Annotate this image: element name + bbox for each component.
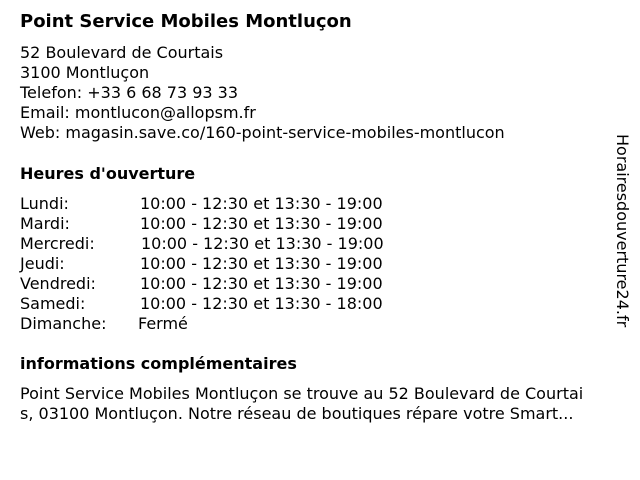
- day-label: Mardi:: [20, 214, 70, 233]
- day-hours: 10:00 - 12:30 et 13:30 - 19:00: [140, 194, 383, 213]
- site-watermark-text: Horairesdouverture24.fr: [613, 134, 632, 328]
- day-hours: 10:00 - 12:30 et 13:30 - 19:00: [140, 214, 383, 233]
- business-name: Point Service Mobiles Montluçon: [20, 11, 352, 32]
- day-label: Dimanche:: [20, 314, 107, 333]
- address-block: [20, 43, 505, 143]
- day-hours: 10:00 - 12:30 et 13:30 - 19:00: [140, 254, 383, 273]
- description-line: s, 03100 Montluçon. Notre réseau de boutiques répare votre Smart...: [20, 404, 574, 423]
- description-line: Point Service Mobiles Montluçon se trouve au 52 Boulevard de Courtai: [20, 384, 584, 403]
- day-label: Vendredi:: [20, 274, 96, 293]
- business-description: [20, 384, 630, 424]
- phone-line: Telefon: +33 6 68 73 93 33: [20, 83, 239, 102]
- day-hours: Fermé: [138, 314, 188, 333]
- day-label: Samedi:: [20, 294, 86, 313]
- day-label: Lundi:: [20, 194, 69, 213]
- city-address: 3100 Montluçon: [20, 63, 150, 82]
- day-label: Jeudi:: [20, 254, 65, 273]
- street-address: 52 Boulevard de Courtais: [20, 43, 224, 62]
- day-hours: 10:00 - 12:30 et 13:30 - 19:00: [140, 274, 383, 293]
- email-line: Email: montlucon@allopsm.fr: [20, 103, 256, 122]
- day-label: Mercredi:: [20, 234, 95, 253]
- day-hours: 10:00 - 12:30 et 13:30 - 19:00: [141, 234, 384, 253]
- opening-hours-heading: Heures d'ouverture: [20, 164, 196, 183]
- web-line: Web: magasin.save.co/160-point-service-mobiles-montlucon: [20, 123, 505, 142]
- additional-info-heading: informations complémentaires: [20, 354, 297, 373]
- day-hours: 10:00 - 12:30 et 13:30 - 18:00: [140, 294, 383, 313]
